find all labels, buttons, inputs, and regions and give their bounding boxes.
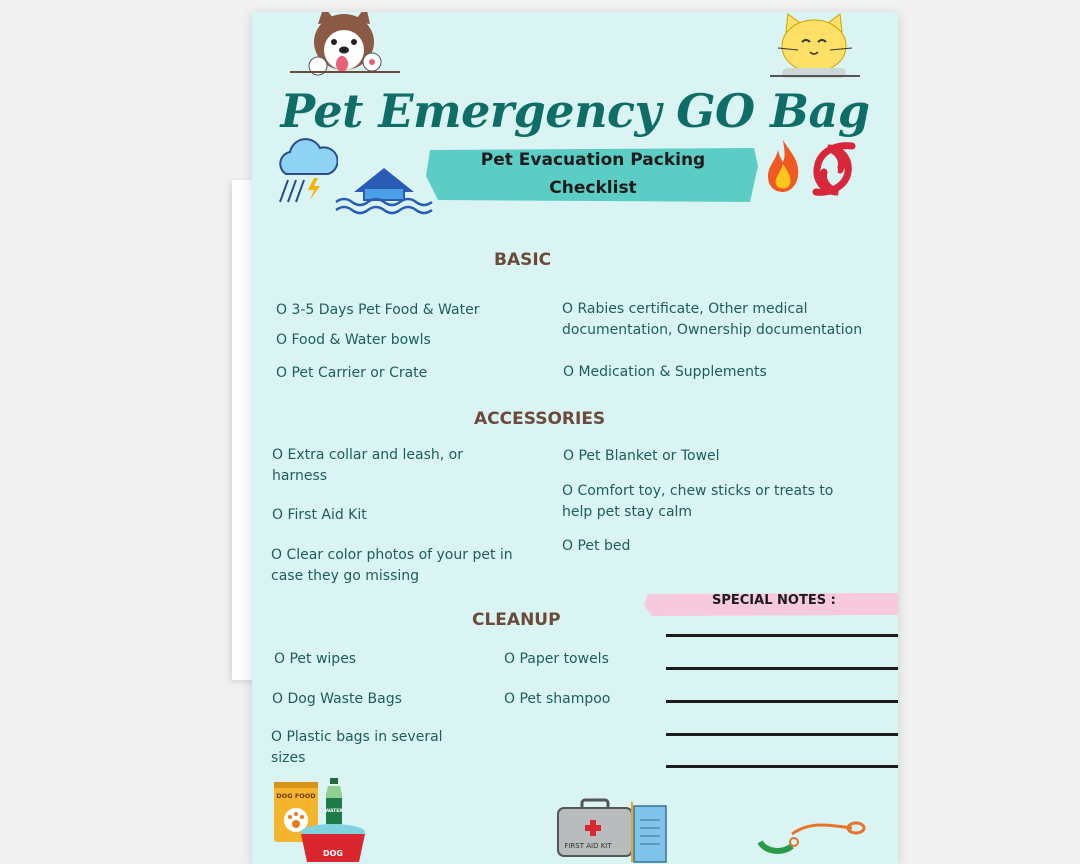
checklist-item: O 3-5 Days Pet Food & Water <box>276 302 480 318</box>
dog-icon <box>288 12 400 78</box>
notes-line <box>666 765 898 768</box>
subtitle: Pet Evacuation Packing Checklist <box>480 150 706 198</box>
checklist-page <box>252 12 898 864</box>
checklist-item: O Clear color photos of your pet in case they go missing <box>271 547 513 584</box>
section-heading-accessories: ACCESSORIES <box>474 409 606 429</box>
checklist-item: O Comfort toy, chew sticks or treats to help pet stay calm <box>562 483 834 520</box>
leash-icon <box>752 820 872 864</box>
checklist-item: O Pet Carrier or Crate <box>276 365 428 381</box>
checklist-item: O First Aid Kit <box>272 507 367 523</box>
notes-line <box>666 667 898 670</box>
notes-line <box>666 733 898 736</box>
special-notes-label: SPECIAL NOTES : <box>712 593 836 608</box>
checklist-item: O Medication & Supplements <box>563 364 767 380</box>
bowl-icon <box>298 822 368 864</box>
storm-cloud-icon <box>274 134 338 206</box>
food-bag-label: DOG FOOD <box>276 792 316 800</box>
notes-line <box>666 700 898 703</box>
checklist-item: O Pet Blanket or Towel <box>563 448 720 464</box>
hurricane-icon <box>808 142 858 196</box>
section-heading-cleanup: CLEANUP <box>472 610 561 630</box>
checklist-item: O Food & Water bowls <box>276 332 431 348</box>
section-heading-basic: BASIC <box>494 250 552 270</box>
water-bottle-label: WATER <box>325 809 343 814</box>
checklist-item: O Plastic bags in several sizes <box>271 729 443 766</box>
first-aid-kit-label: FIRST AID KIT <box>564 842 612 850</box>
checklist-item: O Pet wipes <box>274 651 357 667</box>
notes-line <box>666 634 898 637</box>
checklist-item: O Rabies certificate, Other medical documentation, Ownership documentation <box>562 301 863 338</box>
checklist-item: O Pet shampoo <box>504 691 611 707</box>
page-title: Pet Emergency GO Bag <box>280 84 870 138</box>
checklist-item: O Pet bed <box>562 538 631 554</box>
fire-icon <box>764 138 802 194</box>
checklist-item: O Dog Waste Bags <box>272 691 402 707</box>
checklist-item: O Paper towels <box>504 651 609 667</box>
clipboard-icon <box>630 802 670 864</box>
cat-icon <box>768 12 860 80</box>
bowl-label: DOG <box>322 849 344 858</box>
checklist-item: O Extra collar and leash, or harness <box>272 447 463 484</box>
first-aid-kit-icon <box>556 798 634 858</box>
